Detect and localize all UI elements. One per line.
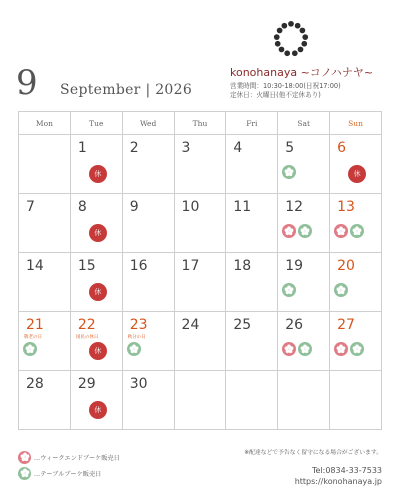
day-number: 9 xyxy=(129,199,139,215)
day-number: 25 xyxy=(233,317,252,333)
day-cell xyxy=(226,194,278,253)
day-marks xyxy=(127,342,141,356)
weekday-thu: Thu xyxy=(174,112,226,135)
weekday-mon: Mon xyxy=(19,112,71,135)
day-number: 7 xyxy=(26,199,35,215)
day-marks xyxy=(334,342,364,356)
empty-day-cell xyxy=(19,135,71,194)
flower-icon xyxy=(334,342,348,356)
day-number: 5 xyxy=(285,140,295,156)
day-number: 4 xyxy=(233,140,243,156)
weekday-header-row xyxy=(19,112,382,135)
day-cell xyxy=(122,194,174,253)
day-cell xyxy=(278,194,330,253)
day-cell xyxy=(226,135,278,194)
day-cell xyxy=(70,194,122,253)
empty-day-cell xyxy=(174,371,226,430)
year: 2026 xyxy=(155,82,193,98)
legend-weekend-label: …ウィークエンドブーケ販売日 xyxy=(34,454,120,462)
day-marks xyxy=(89,224,107,242)
day-marks xyxy=(334,224,364,238)
calendar-body xyxy=(19,135,382,430)
legend-weekend xyxy=(18,449,120,465)
flower-icon xyxy=(282,342,296,356)
calendar-week-row xyxy=(19,194,382,253)
flower-icon xyxy=(298,342,312,356)
day-marks xyxy=(282,283,296,297)
weekday-fri: Fri xyxy=(226,112,278,135)
day-cell xyxy=(122,135,174,194)
calendar-week-row xyxy=(19,253,382,312)
day-number: 17 xyxy=(181,258,200,274)
day-cell xyxy=(174,135,226,194)
day-marks xyxy=(334,283,348,297)
day-cell xyxy=(330,194,382,253)
day-number: 20 xyxy=(337,258,355,274)
day-cell xyxy=(226,312,278,371)
title-separator: | xyxy=(145,82,156,98)
brand-name: konohanaya ~コノハナヤ~ xyxy=(230,66,374,79)
footer-contact xyxy=(182,447,382,486)
flower-icon xyxy=(282,224,296,238)
holiday-label: 秋分の日 xyxy=(127,335,146,340)
day-number: 23 xyxy=(129,317,148,333)
empty-day-cell xyxy=(278,371,330,430)
empty-day-cell xyxy=(330,371,382,430)
weekday-tue: Tue xyxy=(70,112,122,135)
closed-badge: 休 xyxy=(89,401,107,419)
footer-note: ※配達などで予告なく留守になる場合がございます。 xyxy=(244,450,382,456)
weekday-sat: Sat xyxy=(278,112,330,135)
day-marks xyxy=(89,401,107,419)
flower-icon xyxy=(350,224,364,238)
day-cell xyxy=(330,312,382,371)
calendar-header xyxy=(0,0,400,112)
flower-icon xyxy=(127,342,141,356)
weekday-sun: Sun xyxy=(330,112,382,135)
closed-badge: 休 xyxy=(89,165,107,183)
day-number: 28 xyxy=(26,376,44,392)
flower-icon xyxy=(282,165,296,179)
day-cell xyxy=(122,253,174,312)
weekday-wed: Wed xyxy=(122,112,174,135)
business-hours: 営業時間：10:30-18:00(日祝17:00) xyxy=(230,82,341,90)
day-number: 13 xyxy=(337,199,355,215)
day-cell xyxy=(19,371,71,430)
flower-icon xyxy=(282,283,296,297)
calendar-week-row xyxy=(19,371,382,430)
day-cell xyxy=(70,253,122,312)
day-number: 1 xyxy=(77,140,87,156)
day-number: 12 xyxy=(285,199,304,215)
flower-icon xyxy=(334,224,348,238)
flower-icon xyxy=(18,451,31,464)
day-number: 15 xyxy=(77,258,96,274)
day-marks xyxy=(89,165,107,183)
day-cell xyxy=(174,194,226,253)
store-info xyxy=(230,82,341,100)
day-cell xyxy=(70,371,122,430)
day-cell xyxy=(330,135,382,194)
day-marks xyxy=(348,165,366,183)
closed-badge: 休 xyxy=(348,165,366,183)
flower-icon xyxy=(350,342,364,356)
day-cell xyxy=(19,194,71,253)
day-cell xyxy=(122,312,174,371)
website-link[interactable]: https://konohanaya.jp xyxy=(294,477,382,486)
day-cell xyxy=(330,253,382,312)
day-cell xyxy=(278,135,330,194)
day-cell xyxy=(226,253,278,312)
day-number: 6 xyxy=(337,140,346,156)
calendar-week-row xyxy=(19,312,382,371)
day-number: 27 xyxy=(337,317,355,333)
day-number: 19 xyxy=(285,258,304,274)
day-number: 11 xyxy=(233,199,252,215)
legend-table-label: …テーブルブーケ販売日 xyxy=(34,470,102,478)
closed-badge: 休 xyxy=(89,224,107,242)
holiday-label: 敬老の日 xyxy=(24,335,42,340)
month-name: September xyxy=(60,82,141,98)
day-number: 26 xyxy=(285,317,304,333)
legend xyxy=(18,449,120,481)
holiday-label: 国民の休日 xyxy=(75,335,99,340)
wreath-icon xyxy=(272,20,310,58)
day-number: 2 xyxy=(129,140,139,156)
day-cell xyxy=(70,312,122,371)
day-cell xyxy=(122,371,174,430)
empty-day-cell xyxy=(226,371,278,430)
calendar-week-row xyxy=(19,135,382,194)
day-number: 10 xyxy=(181,199,200,215)
day-cell xyxy=(19,253,71,312)
day-cell xyxy=(174,312,226,371)
day-number: 16 xyxy=(129,258,148,274)
day-number: 24 xyxy=(181,317,200,333)
calendar-grid xyxy=(18,111,382,430)
closed-badge: 休 xyxy=(89,342,107,360)
day-number: 14 xyxy=(26,258,44,274)
day-number: 29 xyxy=(77,376,96,392)
legend-table xyxy=(18,465,120,481)
day-marks xyxy=(282,165,296,179)
day-number: 21 xyxy=(26,317,44,333)
phone-number: Tel:0834-33-7533 xyxy=(311,466,382,475)
day-number: 18 xyxy=(233,258,252,274)
month-title xyxy=(60,82,192,98)
day-cell xyxy=(174,253,226,312)
day-number: 8 xyxy=(77,199,87,215)
day-marks xyxy=(282,224,312,238)
day-number: 3 xyxy=(181,140,191,156)
day-cell xyxy=(19,312,71,371)
flower-icon xyxy=(23,342,37,356)
day-marks xyxy=(23,342,37,356)
day-number: 30 xyxy=(129,376,148,392)
closed-badge: 休 xyxy=(89,283,107,301)
day-marks xyxy=(89,283,107,301)
day-number: 22 xyxy=(77,317,96,333)
closed-day-info: 定休日：火曜日(他不定休あり) xyxy=(230,91,321,99)
day-cell xyxy=(278,253,330,312)
day-marks xyxy=(282,342,312,356)
flower-icon xyxy=(298,224,312,238)
day-cell xyxy=(278,312,330,371)
day-marks xyxy=(89,342,107,360)
day-cell xyxy=(70,135,122,194)
month-number: 9 xyxy=(16,63,38,103)
flower-icon xyxy=(18,467,31,480)
flower-icon xyxy=(334,283,348,297)
